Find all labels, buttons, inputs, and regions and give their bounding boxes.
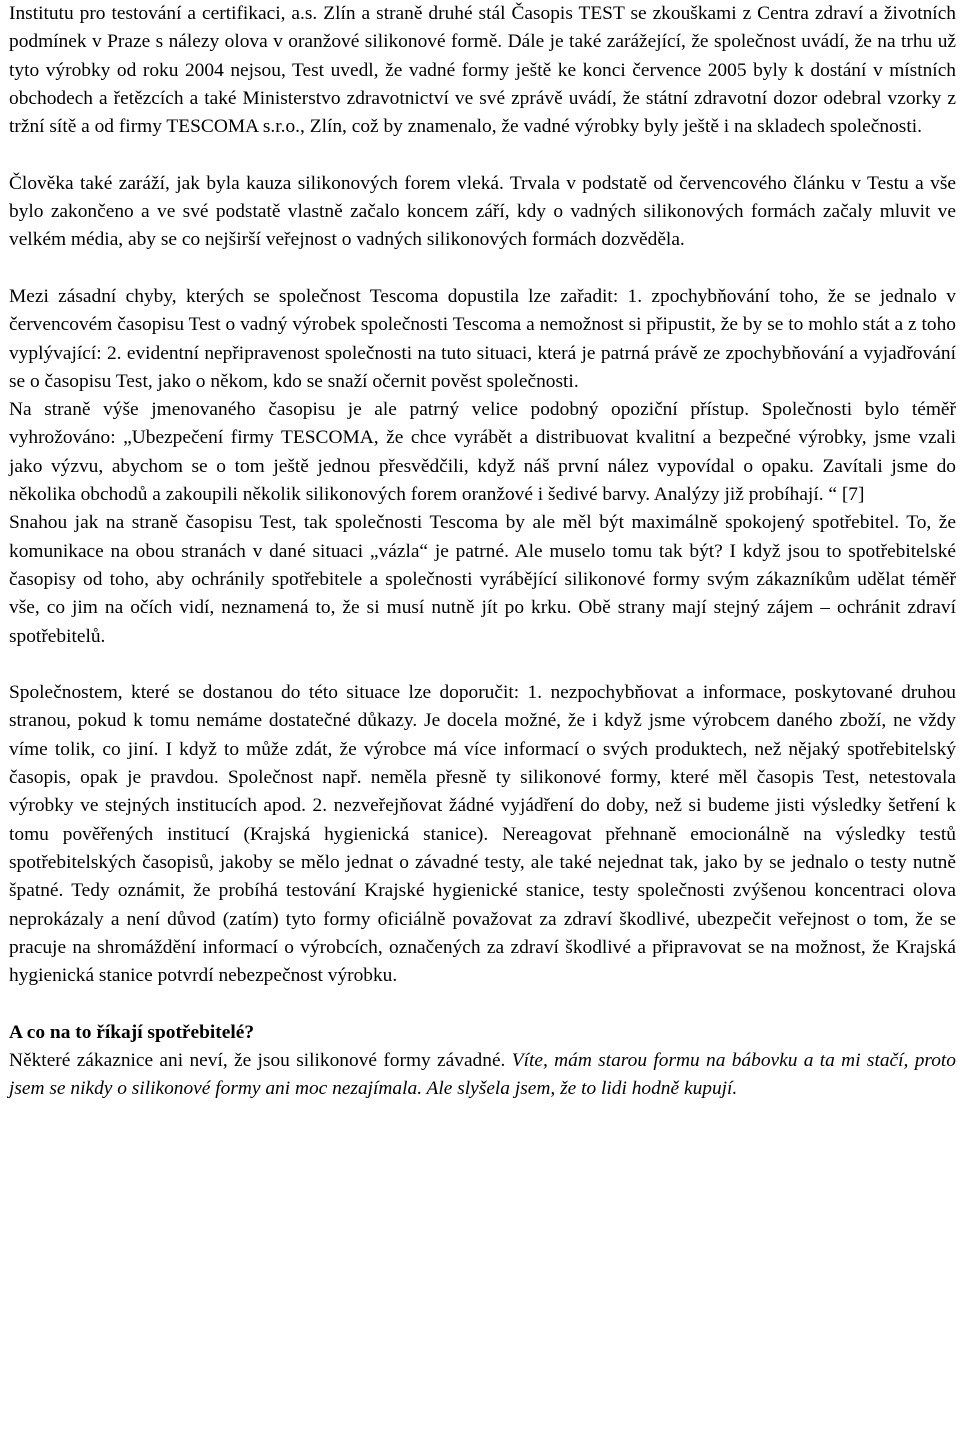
paragraph-consumer-goal: Snahou jak na straně časopisu Test, tak společnosti Tescoma by ale měl být maximálně spokojený spotřebitel. To, že komunikace na obou stranách v dané situaci „vázla“ je patrné. Ale muselo tomu tak být? I když jsou to spotřebitelské časopisy od toho, aby ochránily spotřebitele a společnosti vyrábějící silikonové formy svým zákazníkům udělat téměř vše, co jim na očích vidí, neznamená to, že si musí nutně jít po krku. Obě strany mají stejný zájem – ochránit zdraví spotřebitelů. <box>9 512 956 647</box>
paragraph-spacer <box>9 651 956 679</box>
document-page <box>9 0 956 1104</box>
paragraph-recommendations: Společnostem, které se dostanou do této situace lze doporučit: 1. nezpochybňovat a informace, poskytované druhou stranou, pokud k tomu nemáme dostatečné důkazy. Je docela možné, že i když jsme výrobcem daného zboží, ne vždy víme tolik, co jiní. I když to může zdát, že výrobce má více informací o svých produktech, než nějaký spotřebitelský časopis, opak je pravdou. Společnost např. neměla přesně ty silikonové formy, které měl časopis Test, netestovala výrobky ve stejných institucích apod. 2. nezveřejňovat žádné vyjádření do doby, než si budeme jisti výsledky šetření k tomu pověřených institucí (Krajská hygienická stanice). Nereagovat přehnaně emocionálně na výsledky testů spotřebitelských časopisů, jakoby se mělo jednat o závadné testy, ale také nejednat tak, jako by se jednalo o testy nutně špatné. Tedy oznámit, že probíhá testování Krajské hygienické stanice, testy společnosti zvýšenou koncentraci olova neprokázaly a není důvod (zatím) tyto formy oficiálně považovat za zdraví škodlivé, ubezpečit veřejnost o tom, že se pracuje na shromáždění informací o výrobcích, označených za zdraví škodlivé a připravovat se na možnost, že Krajská hygienická stanice potvrdí nebezpečnost výrobku. <box>9 682 956 987</box>
paragraph-main-mistakes: Mezi zásadní chyby, kterých se společnost Tescoma dopustila lze zařadit: 1. zpochybňování toho, že se jednalo v červencovém časopisu Test o vadný výrobek společnosti Tescoma a nemožnost si připustit, že by se to mohlo stát a z toho vyplývající: 2. evidentní nepřipravenost společnosti na tuto situaci, která je patrná právě ze zpochybňování a vyjadřování se o časopisu Test, jako o někom, kdo se snaží očernit pověst společnosti. <box>9 285 956 392</box>
paragraph-spacer <box>9 255 956 283</box>
section-heading: A co na to říkají spotřebitelé? <box>9 1021 255 1043</box>
paragraph-spacer <box>9 141 956 169</box>
paragraph-magazine-approach: Na straně výše jmenovaného časopisu je ale patrný velice podobný opoziční přístup. Společnosti bylo téměř vyhrožováno: „Ubezpečení firmy TESCOMA, že chce vyrábět a distribuovat kvalitní a bezpečné výrobky, jsme vzali jako výzvu, abychom se o tom ještě jednou přesvědčili, když náš první nález vypovídal o opaku. Zavítali jsme do několika obchodů a zakoupili několik silikonových forem oranžové i šedivé barvy. Analýzy již probíhají. “ [7] <box>9 399 956 506</box>
consumer-quote: Víte, mám starou formu na bábovku a ta mi stačí, proto jsem se nikdy o silikonové formy ani moc nezajímala. Ale slyšela jsem, že to lidi hodně kupují. <box>9 1049 957 1100</box>
consumer-intro: Některé zákaznice ani neví, že jsou silikonové formy závadné. <box>9 1049 512 1071</box>
paragraph-case-duration: Člověka také zaráží, jak byla kauza silikonových forem vleká. Trvala v podstatě od červencového článku v Testu a vše bylo zakončeno a ve své podstatě vlastně začalo koncem září, kdy o vadných silikonových formách začaly mluvit ve velkém média, aby se co nejširší veřejnost o vadných silikonových formách dozvěděla. <box>9 172 956 251</box>
consumer-paragraph <box>9 1047 956 1104</box>
paragraph-spacer <box>9 990 956 1018</box>
paragraph-tescoma-test-dispute: Institutu pro testování a certifikaci, a.s. Zlín a straně druhé stál Časopis TEST se zkouškami z Centra zdraví a životních podmínek v Praze s nálezy olova v oranžové silikonové formě. Dále je také zarážející, že společnost uvádí, že na trhu už tyto výrobky od roku 2004 nejsou, Test uvedl, že vadné formy ještě ke konci července 2005 byly k dostání v místních obchodech a řetězcích a také Ministerstvo zdravotnictví ve své zprávě uvádí, že státní zdravotní dozor odebral vzorky z tržní sítě a od firmy TESCOMA s.r.o., Zlín, což by znamenalo, že vadné výrobky byly ještě i na skladech společnosti. <box>9 3 956 138</box>
